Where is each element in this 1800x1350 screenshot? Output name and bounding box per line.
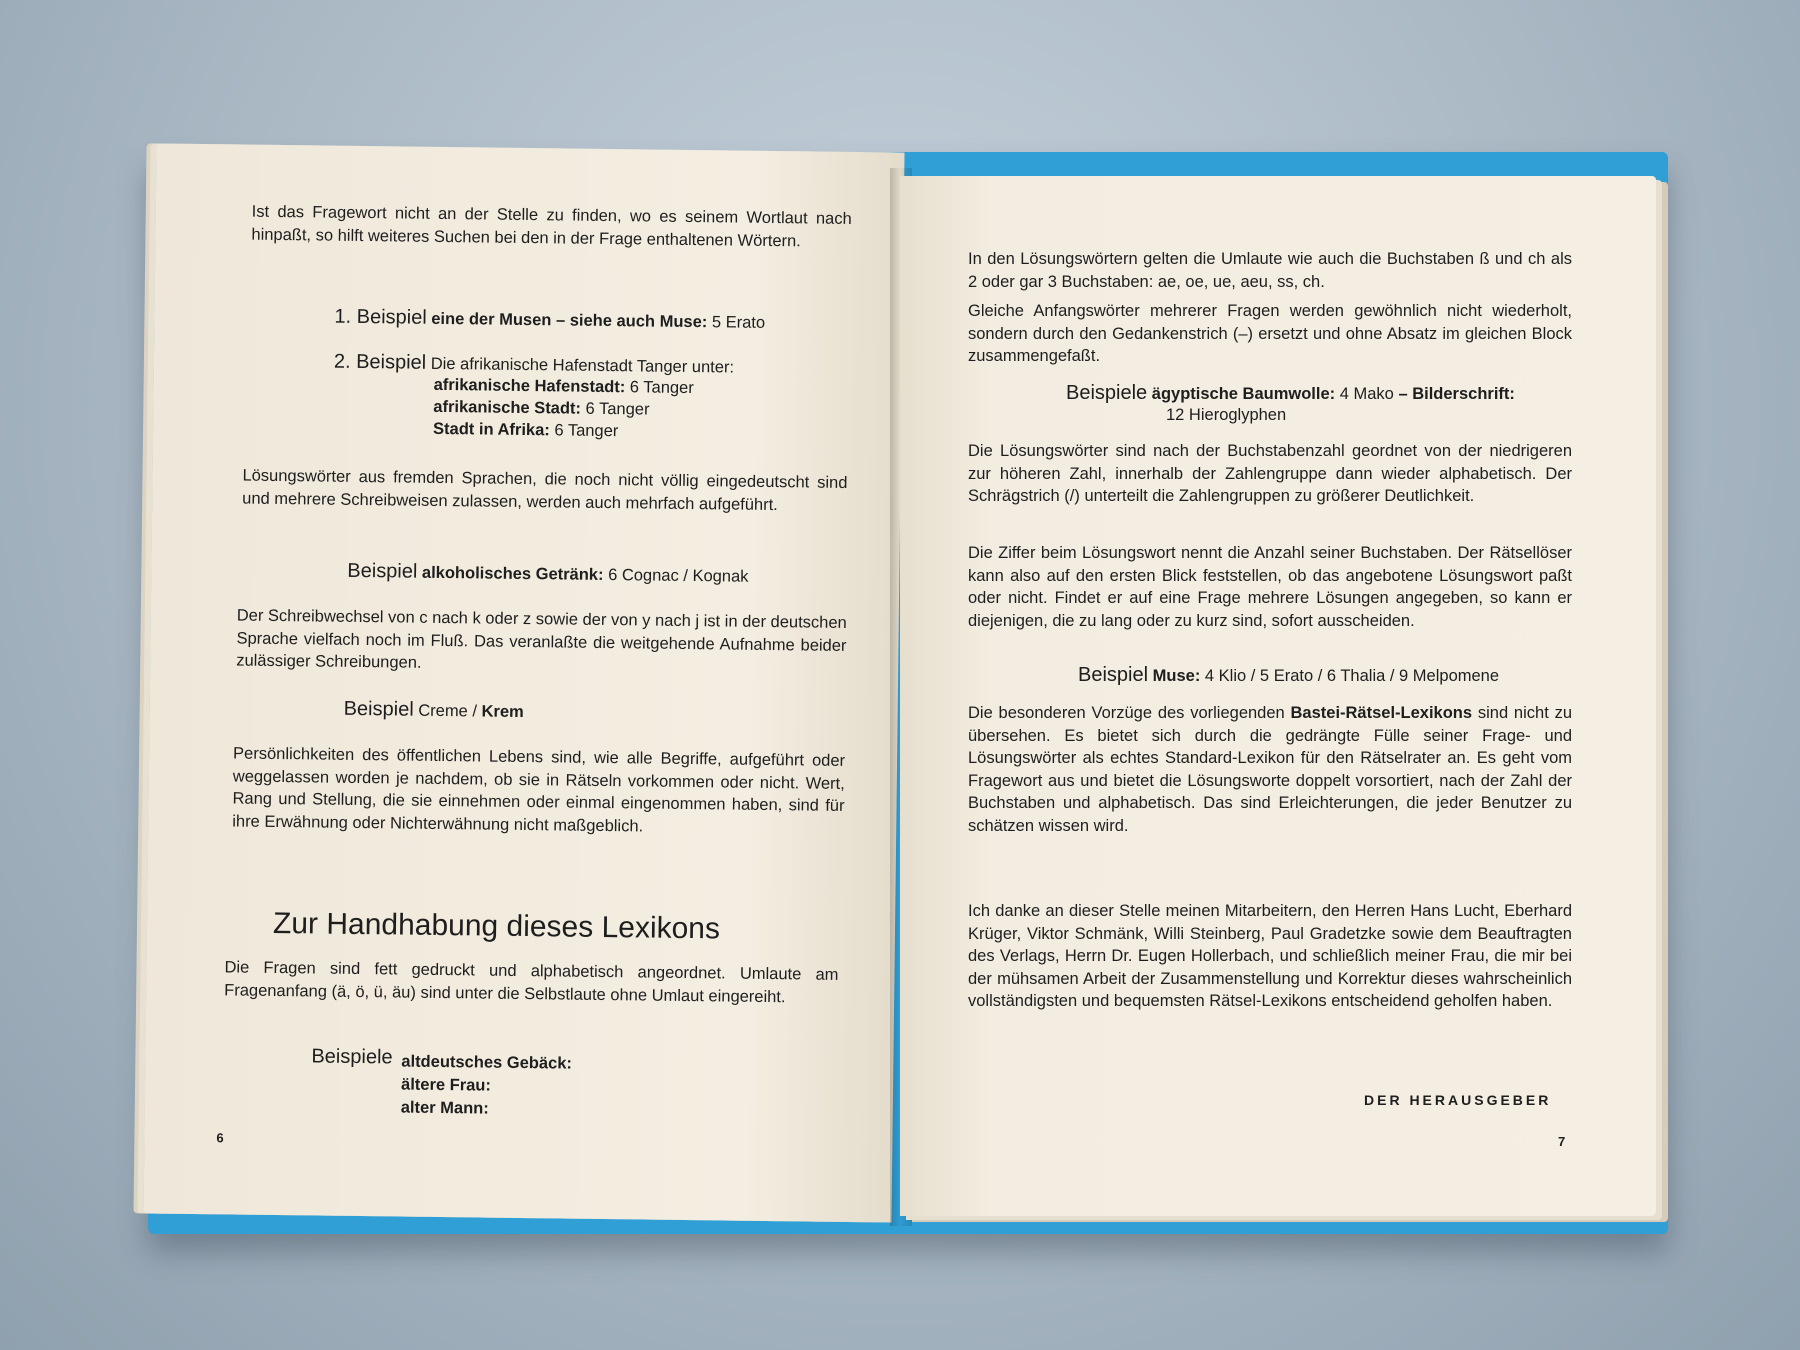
left-paragraph-2: Lösungswörter aus fremden Sprachen, die noch nicht völlig eingedeutscht sind und mehrere Schreibweisen zulassen, werden auch mehrfach aufgeführt. [242,466,848,514]
example-question: ältere Frau: [400,1075,492,1095]
example-answer: 6 Tanger [585,399,650,419]
example-question: – Bilderschrift: [1398,385,1515,403]
example-4 [344,698,524,723]
example-question: alkoholisches Getränk: [421,563,604,584]
example-question: Stadt in Afrika: [432,419,550,440]
example-intro: Die afrikanische Hafenstadt Tanger unter: [430,354,735,377]
left-paragraph-3: Der Schreibwechsel von c nach k oder z sowie der von y nach j ist in der deutschen Sprache vielfach noch im Fluß. Das veranlaßte die weitgehende Aufnahme beider zulässiger Schreibungen. [236,606,847,672]
example-answer: 4 Klio / 5 Erato / 6 Thalia / 9 Melpomene [1204,667,1500,685]
example-label: Beispiel [343,697,414,721]
right-paragraph-1: In den Lösungswörtern gelten die Umlaute wie auch die Buchstaben ß und ch als 2 oder gar 3 Buchstaben: ae, oe, ue, aeu, ss, ch. [968,250,1572,291]
right-paragraph-2: Gleiche Anfangswörter mehrerer Fragen werden gewöhnlich nicht wiederholt, sondern durch den Gedankenstrich (–) ersetzt und ohne Absatz im gleichen Block zusammengefaßt. [968,302,1572,365]
right-paragraph-6: Ich danke an dieser Stelle meinen Mitarbeitern, den Herren Hans Lucht, Eberhard Krüger, Viktor Schmänk, Willi Steinberg, Paul Gradetzke sowie dem Beauftragten des Verlags, Herrn Dr. Eugen Hollerbach, und schließlich meiner Frau, die mir bei der mühsamen Arbeit der Zusammenstellung und Korrektur dieses wahrscheinlich vollständigsten und bequemsten Rätsel-Lexikons entscheidend geholfen haben. [968,902,1572,1010]
right-paragraph-4: Die Ziffer beim Lösungswort nennt die Anzahl seiner Buchstaben. Der Rätsellöser kann also auf den ersten Blick feststellen, ob das angebotene Lösungswort paßt oder nicht. Findet er auf eine Frage mehrere Lösungen angegeben, so kann er diejenigen, die zu lang oder zu kurz sind, sofort ausscheiden. [968,544,1572,630]
right-paragraph-3: Die Lösungswörter sind nach der Buchstabenzahl geordnet von der niedrigeren zur höheren Zahl, innerhalb der Zahlengruppe dann wieder alphabetisch. Der Schrägstrich (/) unterteilt die Zahlengruppen zu größerer Deutlichkeit. [968,442,1572,505]
right-page [900,176,1656,1216]
book-title: Bastei-Rätsel-Lexikons [1290,704,1473,722]
example-1 [334,306,765,334]
example-answer: 5 Erato [711,313,766,332]
page-number: 6 [216,1130,224,1146]
section-heading: Zur Handhabung dieses Lexikons [272,906,721,946]
example-question: afrikanische Stadt: [433,397,582,418]
example-question: ägyptische Baumwolle: [1151,385,1336,403]
left-paragraph-1: Ist das Fragewort nicht an der Stelle zu finden, wo es seinem Wortlaut nach hinpaßt, so hilft weiteres Suchen bei den in der Frage enthaltenen Wörtern. [251,202,852,250]
left-paragraph-5: Die Fragen sind fett gedruckt und alphabetisch angeordnet. Umlaute am Fragenanfang (ä, ö, ü, äu) sind unter die Selbstlaute ohne Umlaut eingereiht. [224,958,839,1006]
example-answer: 12 Hieroglyphen [1166,406,1287,424]
left-paragraph-4: Persönlichkeiten des öffentlichen Lebens sind, wie alle Begriffe, aufgeführt oder weggelassen worden je nachdem, ob sie in Rätseln vorkommen oder nicht. Wert, Rang und Stellung, die sie einnehmen oder einmal eingenommen haben, sind für ihre Erwähnung oder Nichterwähnung nicht maßgeblich. [232,744,846,835]
paragraph-text: Die besonderen Vorzüge des vorliegenden [968,704,1285,722]
right-example-2 [1078,664,1499,687]
page-number: 7 [1558,1134,1566,1149]
example-answer: 4 Mako [1339,385,1394,403]
example-label: 1. Beispiel [334,305,427,329]
example-label: Beispiele [1066,382,1148,404]
example-answer: 6 Tanger [629,378,694,398]
example-2 [333,350,834,441]
example-answer-alt: Krem [481,702,524,721]
example-label: Beispiel [347,559,418,583]
example-answer: 6 Tanger [554,421,619,441]
right-example-1 [1066,382,1566,424]
example-question: afrikanische Hafenstadt: [433,375,626,397]
paragraph-text: sind nicht zu übersehen. Es bietet sich durch die gedrängte Fülle seiner Frage- und Lösungswörter als echtes Standard-Lexikon für den Rätselrater an. Es geht vom Fragewort aus und bietet die Lösungsworte doppelt vorsortiert, nach der Zahl der Buchstaben und alphabetisch. Das sind Erleichterungen, die jeder Benutzer zu schätzen wissen wird. [968,704,1572,835]
left-page [143,143,904,1222]
right-paragraph-5 [968,702,1572,837]
example-label: Beispiele [311,1045,393,1069]
example-question: Muse: [1152,667,1201,685]
example-label: 2. Beispiel [333,350,427,374]
example-3 [347,560,748,588]
example-label: Beispiel [1078,664,1149,686]
signature: DER HERAUSGEBER [1364,1092,1552,1108]
example-5 [311,1045,573,1118]
example-question: alter Mann: [400,1098,489,1118]
example-answer: 6 Cognac / Kognak [608,566,749,586]
example-answer: Creme / [418,701,478,721]
example-question: eine der Musen – siehe auch Muse: [431,309,708,332]
example-question: altdeutsches Gebäck: [401,1052,573,1073]
